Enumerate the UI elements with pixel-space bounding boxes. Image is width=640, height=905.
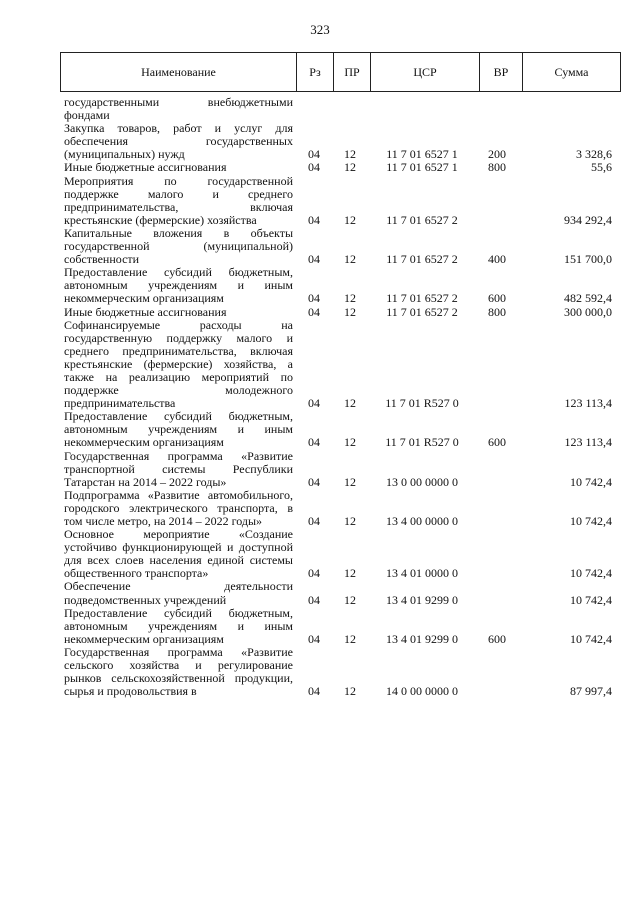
row-name: Капитальные вложения в объекты государственной (муниципальной) собственности xyxy=(64,225,293,267)
row-vr: 800 xyxy=(488,304,506,319)
table-row xyxy=(60,450,614,489)
row-pr: 12 xyxy=(344,304,356,319)
table-row xyxy=(60,175,614,227)
row-rz: 04 xyxy=(308,566,320,581)
row-pr: 12 xyxy=(344,566,356,581)
header-sum: Сумма xyxy=(523,53,621,92)
row-sum: 10 742,4 xyxy=(570,514,612,528)
row-pr: 12 xyxy=(344,592,356,607)
row-sum: 934 292,4 xyxy=(564,212,612,227)
row-vr: 200 xyxy=(488,147,506,162)
table-row xyxy=(60,122,614,161)
table-row xyxy=(60,227,614,266)
row-name: Подпрограмма «Развитие автомобильного, городского электрического транспорта, в том числе метро, на 2014 – 2022 годы» xyxy=(64,487,293,528)
header-pr: ПР xyxy=(334,53,371,92)
row-rz: 04 xyxy=(308,592,320,607)
row-csr: 11 7 01 R527 0 xyxy=(385,396,459,411)
row-rz: 04 xyxy=(308,252,320,267)
row-name: Иные бюджетные ассигнования xyxy=(64,160,227,175)
row-name: Государственная программа «Развитие сельского хозяйства и регулирование рынков сельскохозяйственной продукции, сырья и продовольствия в xyxy=(64,644,293,699)
row-pr: 12 xyxy=(344,631,356,646)
table-row xyxy=(60,528,614,580)
row-vr: 600 xyxy=(488,435,506,450)
table-row xyxy=(60,646,614,698)
row-pr: 12 xyxy=(344,291,356,306)
row-vr: 800 xyxy=(488,160,506,175)
header-rz: Рз xyxy=(297,53,334,92)
budget-table-header xyxy=(60,52,621,92)
row-vr: 600 xyxy=(488,631,506,646)
row-rz: 04 xyxy=(308,291,320,306)
table-row xyxy=(60,96,614,122)
row-rz: 04 xyxy=(308,435,320,450)
row-rz: 04 xyxy=(308,147,320,162)
row-sum: 151 700,0 xyxy=(564,252,612,267)
table-row xyxy=(60,161,614,174)
table-row xyxy=(60,266,614,305)
table-row xyxy=(60,410,614,449)
row-pr: 12 xyxy=(344,474,356,489)
row-pr: 12 xyxy=(344,212,356,227)
header-csr: ЦСР xyxy=(371,53,480,92)
row-csr: 13 0 00 0000 0 xyxy=(386,474,458,489)
row-name: Основное мероприятие «Создание устойчиво функционирующей и доступной для всех слоев населения единой системы общественного транспорта» xyxy=(64,527,293,581)
header-name: Наименование xyxy=(61,53,297,92)
row-sum: 87 997,4 xyxy=(570,684,612,699)
row-csr: 13 4 01 0000 0 xyxy=(386,566,458,581)
row-pr: 12 xyxy=(344,684,356,699)
row-vr: 400 xyxy=(488,252,506,267)
row-name: Иные бюджетные ассигнования xyxy=(64,304,227,319)
row-csr: 13 4 00 0000 0 xyxy=(386,514,458,528)
row-rz: 04 xyxy=(308,684,320,699)
header-vr: ВР xyxy=(480,53,523,92)
row-sum: 123 113,4 xyxy=(564,396,612,411)
row-sum: 123 113,4 xyxy=(564,435,612,450)
page-number: 323 xyxy=(310,22,330,37)
row-sum: 300 000,0 xyxy=(564,304,612,319)
row-vr: 600 xyxy=(488,291,506,306)
row-pr: 12 xyxy=(344,435,356,450)
row-rz: 04 xyxy=(308,514,320,528)
row-sum: 10 742,4 xyxy=(570,631,612,646)
table-row xyxy=(60,580,614,606)
row-sum: 10 742,4 xyxy=(570,566,612,581)
row-name: Предоставление субсидий бюджетным, автономным учреждениям и иным некоммерческим организациям xyxy=(64,605,293,646)
row-rz: 04 xyxy=(308,631,320,646)
row-rz: 04 xyxy=(308,396,320,411)
row-pr: 12 xyxy=(344,252,356,267)
table-row xyxy=(60,319,614,411)
row-csr: 11 7 01 6527 1 xyxy=(386,160,458,175)
row-sum: 55,6 xyxy=(591,160,612,175)
table-row xyxy=(60,306,614,319)
row-pr: 12 xyxy=(344,514,356,528)
row-name: Предоставление субсидий бюджетным, автономным учреждениям и иным некоммерческим организациям xyxy=(64,409,293,450)
row-csr: 11 7 01 R527 0 xyxy=(385,435,459,450)
row-csr: 14 0 00 0000 0 xyxy=(386,684,458,699)
row-csr: 11 7 01 6527 2 xyxy=(386,304,458,319)
row-csr: 13 4 01 9299 0 xyxy=(386,631,458,646)
row-csr: 11 7 01 6527 1 xyxy=(386,147,458,162)
row-rz: 04 xyxy=(308,212,320,227)
row-name: Обеспечение деятельности подведомственных учреждений xyxy=(64,579,293,607)
row-name: Софинансируемые расходы на государственную поддержку малого и среднего предпринимательства, включая крестьянские (фермерские) хозяйства, а также на реализацию мероприятий по поддержке молодежного предпринимательства xyxy=(64,317,293,411)
row-pr: 12 xyxy=(344,396,356,411)
budget-table-body xyxy=(60,96,614,698)
row-rz: 04 xyxy=(308,160,320,175)
row-csr: 13 4 01 9299 0 xyxy=(386,592,458,607)
row-csr: 11 7 01 6527 2 xyxy=(386,212,458,227)
table-row xyxy=(60,607,614,646)
row-csr: 11 7 01 6527 2 xyxy=(386,291,458,306)
row-pr: 12 xyxy=(344,147,356,162)
row-name: Закупка товаров, работ и услуг для обеспечения государственных (муниципальных) нужд xyxy=(64,121,293,162)
row-csr: 11 7 01 6527 2 xyxy=(386,252,458,267)
row-sum: 3 328,6 xyxy=(576,147,612,162)
row-sum: 482 592,4 xyxy=(564,291,612,306)
row-name: государственными внебюджетными фондами xyxy=(64,95,293,123)
table-row xyxy=(60,489,614,528)
row-sum: 10 742,4 xyxy=(570,592,612,607)
row-name: Мероприятия по государственной поддержке малого и среднего предпринимательства, включая крестьянские (фермерские) хозяйства xyxy=(64,173,293,227)
row-rz: 04 xyxy=(308,474,320,489)
row-rz: 04 xyxy=(308,304,320,319)
row-pr: 12 xyxy=(344,160,356,175)
row-name: Предоставление субсидий бюджетным, автономным учреждениям и иным некоммерческим организациям xyxy=(64,265,293,306)
row-name: Государственная программа «Развитие транспортной системы Республики Татарстан на 2014 – 2022 годы» xyxy=(64,448,293,489)
row-sum: 10 742,4 xyxy=(570,474,612,489)
